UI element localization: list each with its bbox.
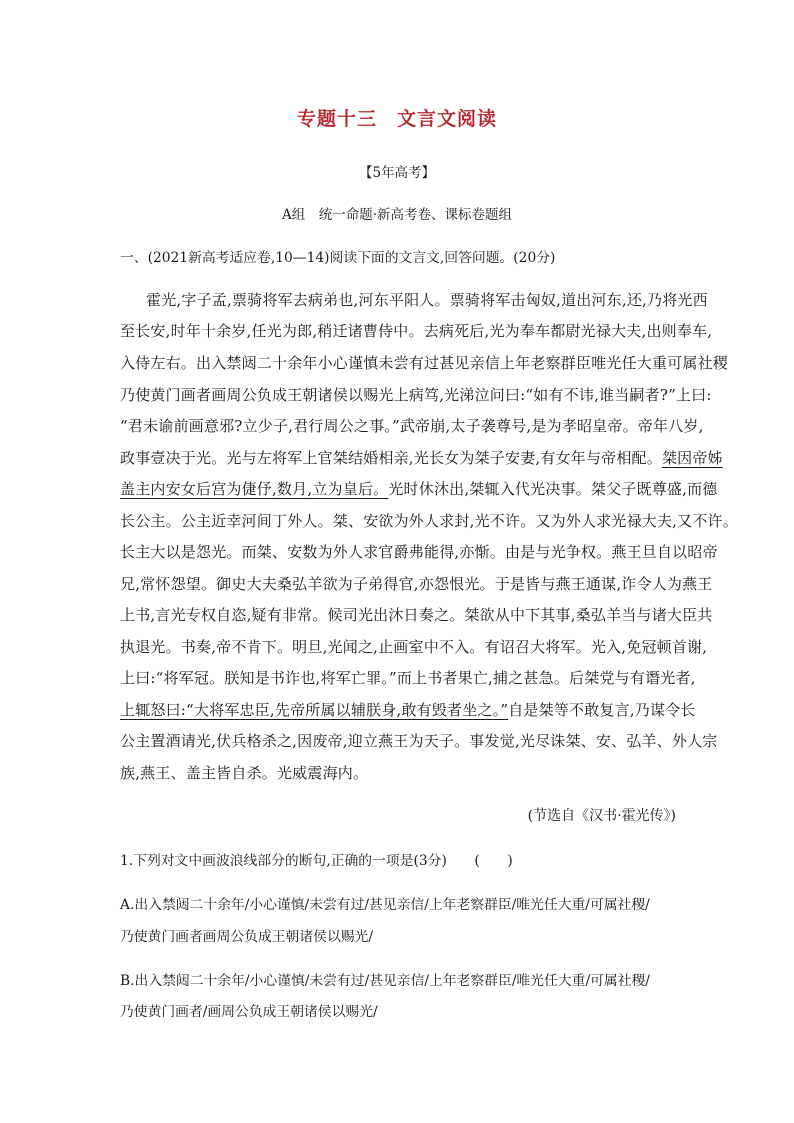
page-title: 专题十三 文言文阅读: [296, 108, 497, 130]
underlined-text-1a: 桀因帝姊: [661, 449, 723, 467]
group-label: A组 统一命题·新高考卷、课标卷题组: [281, 207, 513, 223]
source-citation: (节选自《汉书·霍光传》): [527, 808, 676, 824]
option-a-line-1: A.出入禁闼二十余年/小心谨慎/未尝有过/甚见亲信/上年老察群臣/唯光任大重/可属社稷/: [120, 897, 650, 913]
passage-line-3: 入侍左右。出入禁闼二十余年小心谨慎未尝有过甚见亲信上年老察群臣唯光任大重可属社稷: [120, 354, 729, 372]
passage-line-12: 执退光。书奏,帝不肯下。明旦,光闻之,止画室中不入。有诏召大将军。光入,免冠顿首谢,: [120, 638, 708, 656]
option-a-line-2: 乃使黄门画者画周公负成王朝诸侯以赐光/: [120, 929, 373, 945]
question-header: 一、(2021新高考适应卷,10—14)阅读下面的文言文,回答问题。(20分): [120, 250, 556, 266]
passage-line-7: [120, 478, 717, 499]
passage-line-10: 兄,常怀怨望。御史大夫桑弘羊欲为子弟得官,亦怨恨光。于是皆与燕王通谋,诈令人为燕王: [120, 575, 713, 593]
passage-line-11: 上书,言光专权自恣,疑有非常。候司光出沐日奏之。桀欲从中下其事,桑弘羊当与诸大臣共: [120, 606, 713, 624]
passage-line-15: 公主置酒请光,伏兵格杀之,因废帝,迎立燕王为天子。事发觉,光尽诛桀、安、弘羊、外人宗: [120, 732, 718, 750]
passage-line-2: 至长安,时年十余岁,任光为郎,稍迁诸曹侍中。去病死后,光为奉车都尉光禄大夫,出则奉车,: [120, 322, 713, 340]
passage-line-9: 长主大以是怨光。而桀、安数为外人求官爵弗能得,亦惭。由是与光争权。燕王旦自以昭帝: [120, 543, 718, 561]
passage-line-16: 族,燕王、盖主皆自杀。光威震海内。: [120, 764, 369, 782]
underlined-text-1b: 盖主内安女后宫为倢伃,数月,立为皇后。: [120, 480, 389, 498]
question-1-stem: 1.下列对文中画波浪线部分的断句,正确的一项是(3分) ( ): [120, 853, 513, 869]
passage-line-5: “君未谕前画意邪?立少子,君行周公之事。”武帝崩,太子袭尊号,是为孝昭皇帝。帝年八岁,: [120, 417, 704, 435]
passage-line-4: 乃使黄门画者画周公负成王朝诸侯以赐光上病笃,光涕泣问曰:“如有不讳,谁当嗣者?”上曰:: [120, 386, 712, 404]
section-tag: 【5年高考】: [358, 165, 436, 181]
underlined-text-2: 上辄怒曰:“大将军忠臣,先帝所属以辅朕身,敢有毁者坐之。”: [120, 701, 509, 719]
passage-line-8: 长公主。公主近幸河间丁外人。桀、安欲为外人求封,光不许。又为外人求光禄大夫,又不许。: [120, 512, 738, 530]
passage-line-14: [120, 699, 696, 720]
passage-line-1: 霍光,字子孟,票骑将军去病弟也,河东平阳人。票骑将军击匈奴,道出河东,还,乃将光西: [146, 291, 708, 309]
passage-line-13: 上曰:“将军冠。朕知是书诈也,将军亡罪。”而上书者果亡,捕之甚急。后桀党与有谮光者,: [120, 669, 696, 687]
passage-line-6: [120, 447, 723, 468]
passage-line-7-text: 光时休沐出,桀辄入代光决事。桀父子既尊盛,而德: [388, 480, 718, 498]
option-b-line-1: B.出入禁闼二十余年/小心谨慎/未尝有过/甚见亲信/上年老察群臣/唯光任大重/可属社稷/: [120, 973, 650, 989]
option-b-line-2: 乃使黄门画者/画周公负成王朝诸侯以赐光/: [120, 1004, 378, 1020]
passage-line-6-text: 政事壹决于光。光与左将军上官桀结婚相亲,光长女为桀子安妻,有女年与帝相配。: [120, 449, 662, 467]
passage-line-14-text: 自是桀等不敢复言,乃谋令长: [508, 701, 696, 719]
